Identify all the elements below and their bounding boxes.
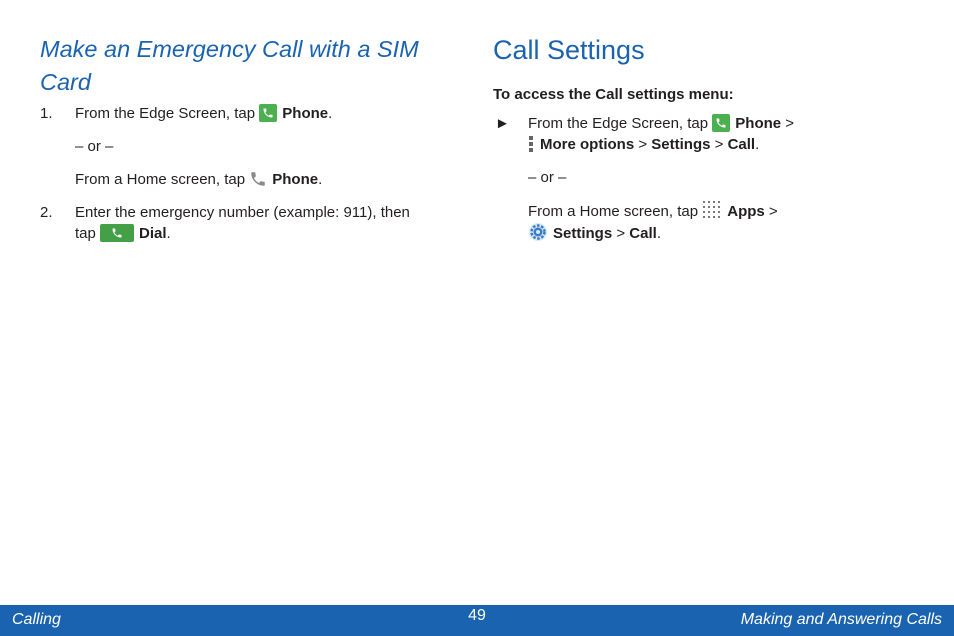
phone-handset-icon (249, 170, 267, 188)
path-2-text (528, 200, 908, 244)
punctuation: . (656, 225, 661, 242)
apps-icon (702, 200, 722, 220)
path-2-instruction: From a Home screen, tap (528, 203, 699, 220)
step-2-line-1: Enter the emergency number (example: 911), then (75, 204, 410, 221)
phone-app-label-home: Phone (272, 171, 319, 188)
page-footer (0, 605, 954, 636)
alt-step-text (75, 169, 465, 190)
punctuation: . (328, 105, 333, 122)
path-1-instruction: From the Edge Screen, tap (528, 115, 709, 132)
separator: > (612, 225, 630, 242)
phone-label: Phone (735, 115, 782, 132)
settings-icon (528, 222, 548, 242)
separator: > (764, 203, 778, 220)
dial-label: Dial (139, 225, 167, 242)
or-separator-right: – or – (528, 169, 567, 186)
alt-step-instruction: From a Home screen, tap (75, 171, 246, 188)
dial-icon (100, 224, 134, 242)
footer-chapter: Calling (12, 611, 61, 628)
phone-app-label: Phone (282, 105, 329, 122)
settings-label: Settings (651, 136, 711, 153)
bullet-arrow: ► (495, 115, 510, 132)
call-label: Call (727, 136, 756, 153)
step-1-instruction: From the Edge Screen, tap (75, 105, 256, 122)
path-1-text (528, 113, 908, 155)
call-label-home: Call (629, 225, 657, 242)
step-1-text (75, 103, 465, 124)
step-2-text (75, 202, 470, 244)
separator: > (710, 136, 728, 153)
punctuation: . (166, 225, 171, 242)
intro-lead: To access the Call settings menu: (493, 86, 734, 103)
step-number-1: 1. (40, 105, 53, 122)
settings-label-home: Settings (553, 225, 613, 242)
footer-section: Making and Answering Calls (740, 611, 942, 628)
separator: > (634, 136, 652, 153)
more-options-label: More options (540, 136, 635, 153)
phone-icon (712, 114, 730, 132)
separator: > (781, 115, 795, 132)
step-2-line-2: tap (75, 225, 96, 242)
punctuation: . (318, 171, 323, 188)
section-heading-emergency-call: Make an Emergency Call with a SIM Card (40, 36, 419, 95)
page-title: Call Settings (493, 35, 645, 65)
step-number-2: 2. (40, 204, 53, 221)
punctuation: . (755, 136, 760, 153)
more-options-icon (528, 135, 534, 153)
apps-label: Apps (727, 203, 765, 220)
page-number: 49 (468, 607, 486, 624)
or-separator: – or – (75, 138, 114, 155)
phone-icon (259, 104, 277, 122)
